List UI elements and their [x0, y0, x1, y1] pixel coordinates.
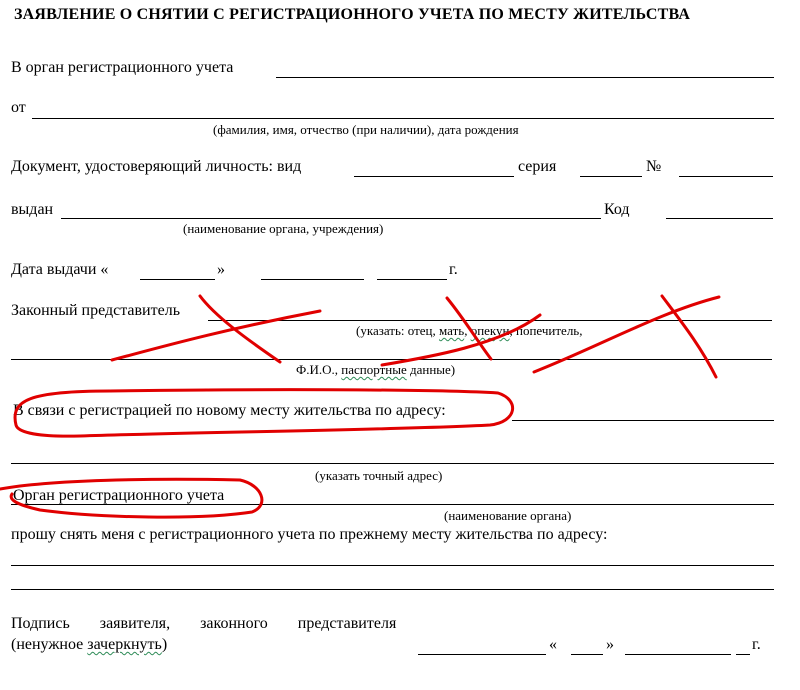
strike-mark-1b	[112, 311, 320, 360]
caption-organ: (наименование органа)	[444, 508, 572, 523]
caption-rep-part: (указать: отец,	[356, 323, 439, 338]
signature-note-part: (ненужное	[11, 636, 88, 653]
issue-quote-close: »	[217, 261, 225, 278]
number-label: №	[646, 158, 662, 175]
to-organ-label: В орган регистрационного учета	[11, 59, 234, 76]
request-text: прошу снять меня с регистрационного учета по прежнему месту жительства по адресу:	[11, 526, 608, 543]
caption-address: (указать точный адрес)	[315, 468, 443, 483]
issued-label: выдан	[11, 201, 54, 218]
caption-rep-guardian: опекун	[470, 323, 510, 338]
new-address-label: В связи с регистрацией по новому месту жительства по адресу:	[13, 402, 446, 419]
sig-quote-open: «	[549, 636, 557, 653]
legal-rep-label: Законный представитель	[11, 302, 180, 319]
code-label: Код	[604, 201, 630, 218]
document-title: ЗАЯВЛЕНИЕ О СНЯТИИ С РЕГИСТРАЦИОННОГО УЧЕТА ПО МЕСТУ ЖИТЕЛЬСТВА	[14, 6, 691, 23]
strike-mark-2b	[382, 315, 540, 365]
highlight-oval-organ	[0, 479, 262, 517]
organ-label: Орган регистрационного учета	[13, 487, 225, 504]
caption-rep-mother: мать	[439, 323, 465, 338]
sig-year-suffix: г.	[752, 636, 761, 653]
caption-passport-word: паспортные	[341, 362, 407, 377]
caption-fio: (фамилия, имя, отчество (при наличии), дата рождения	[213, 122, 519, 137]
signature-note-tail: )	[161, 636, 168, 653]
caption-rep-sep: ,	[464, 323, 471, 338]
caption-issuer: (наименование органа, учреждения)	[183, 221, 384, 236]
highlight-oval-new-address	[15, 390, 513, 436]
strike-mark-3a	[662, 296, 716, 377]
caption-passport-part: Ф.И.О.,	[296, 362, 342, 377]
issue-year-suffix: г.	[449, 261, 458, 278]
issue-date-label: Дата выдачи «	[11, 261, 109, 278]
series-label: серия	[518, 158, 557, 175]
document-label: Документ, удостоверяющий личность: вид	[11, 158, 302, 175]
sig-quote-close: »	[606, 636, 614, 653]
caption-passport-tail: данные)	[406, 362, 456, 377]
caption-rep-tail: , попечитель,	[509, 323, 583, 338]
signature-label: Подпись заявителя, законного представителя	[11, 615, 397, 632]
signature-note-word: зачеркнуть	[87, 636, 162, 653]
from-label: от	[11, 99, 26, 116]
